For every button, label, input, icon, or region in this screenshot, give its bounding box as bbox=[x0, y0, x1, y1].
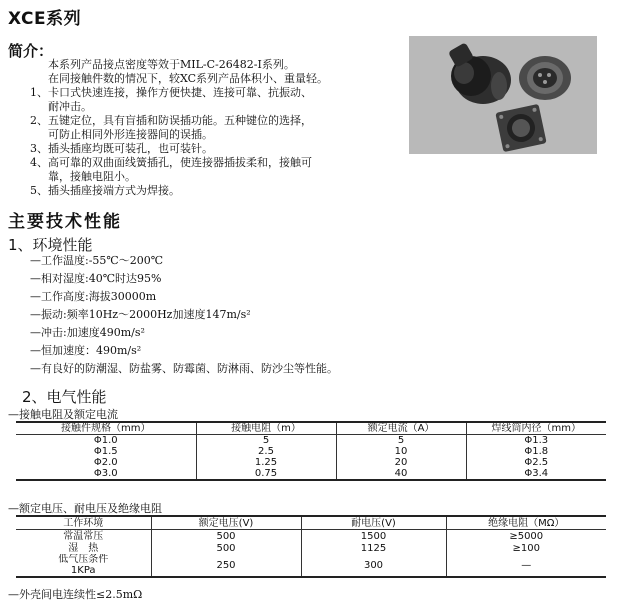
contact-table-heading: —接触电阻及额定电流 bbox=[8, 408, 118, 421]
feature-1-line: 1、卡口式快速连接，操作方便快捷、连接可靠、抗振动、 bbox=[30, 86, 312, 99]
feature-4-line: 4、高可靠的双曲面线簧插孔，使连接器插拔柔和，接触可 bbox=[30, 156, 312, 169]
feature-4-cont: 靠，接触电阻小。 bbox=[48, 170, 136, 183]
table-row bbox=[16, 457, 606, 468]
table-cell: ≥100 bbox=[446, 542, 606, 554]
column-header: 耐电压(V) bbox=[301, 516, 446, 530]
table-cell: 250 bbox=[151, 554, 301, 577]
table-cell: 常温常压 bbox=[16, 530, 151, 543]
table-cell: Φ2.0 bbox=[16, 457, 196, 468]
table-row bbox=[16, 435, 606, 447]
elec-heading: 2、电气性能 bbox=[22, 388, 107, 406]
feature-2-line: 2、五键定位，具有盲插和防误插功能。五种键位的选择， bbox=[30, 114, 312, 127]
column-header: 接触电阻（m） bbox=[196, 422, 336, 435]
spec-item: —冲击:加速度490m/s² bbox=[30, 326, 145, 339]
table-header-row bbox=[16, 422, 606, 435]
table-cell: 1500 bbox=[301, 530, 446, 543]
voltage-table-heading: —额定电压、耐电压及绝缘电阻 bbox=[8, 502, 162, 515]
table-cell: ≥5000 bbox=[446, 530, 606, 543]
shell-continuity-note: —外壳间电连续性≤2.5mΩ bbox=[8, 588, 143, 601]
column-header: 工作环境 bbox=[16, 516, 151, 530]
table-cell: 5 bbox=[336, 435, 466, 447]
spec-item: —工作温度:-55℃～200℃ bbox=[30, 254, 164, 267]
table-cell: 5 bbox=[196, 435, 336, 447]
table-cell: 1.25 bbox=[196, 457, 336, 468]
table-cell: 2.5 bbox=[196, 446, 336, 457]
feature-1-cont: 耐冲击。 bbox=[48, 100, 92, 113]
spec-item: —工作高度:海拔30000m bbox=[30, 290, 157, 303]
table-row bbox=[16, 446, 606, 457]
intro-line: 在同接触件数的情况下，较XC系列产品体积小、重量轻。 bbox=[48, 72, 329, 85]
feature-5-line: 5、插头插座接端方式为焊接。 bbox=[30, 184, 180, 197]
intro-heading: 简介： bbox=[8, 42, 54, 60]
column-header: 接触件规格（mm） bbox=[16, 422, 196, 435]
table-cell: Φ1.5 bbox=[16, 446, 196, 457]
table-cell: 低气压条件1KPa bbox=[16, 554, 151, 577]
feature-2-cont: 可防止相同外形连接器间的误插。 bbox=[48, 128, 213, 141]
table-cell: 300 bbox=[301, 554, 446, 577]
spec-item: —相对湿度:40℃时达95% bbox=[30, 272, 162, 285]
table-cell: 0.75 bbox=[196, 468, 336, 480]
table-cell: 10 bbox=[336, 446, 466, 457]
column-header: 焊线筒内径（mm） bbox=[466, 422, 606, 435]
table-cell: Φ3.4 bbox=[466, 468, 606, 480]
env-heading: 1、环境性能 bbox=[8, 236, 93, 254]
column-header: 绝缘电阻（MΩ） bbox=[446, 516, 606, 530]
table-cell: 500 bbox=[151, 542, 301, 554]
table-cell: 40 bbox=[336, 468, 466, 480]
tech-heading: 主要技术性能 bbox=[8, 212, 122, 232]
table-row bbox=[16, 468, 606, 480]
table-cell: Φ1.8 bbox=[466, 446, 606, 457]
table-row bbox=[16, 554, 606, 577]
voltage-insulation-table bbox=[16, 515, 606, 578]
table-row bbox=[16, 530, 606, 543]
table-row bbox=[16, 542, 606, 554]
table-cell: Φ1.3 bbox=[466, 435, 606, 447]
connector-image bbox=[409, 36, 597, 154]
column-header: 额定电流（A） bbox=[336, 422, 466, 435]
table-cell: 20 bbox=[336, 457, 466, 468]
spec-item: —有良好的防潮湿、防盐雾、防霉菌、防淋雨、防沙尘等性能。 bbox=[30, 362, 338, 375]
product-photo bbox=[409, 36, 597, 154]
table-cell: 1125 bbox=[301, 542, 446, 554]
table-cell: Φ3.0 bbox=[16, 468, 196, 480]
spec-item: —恒加速度：490m/s² bbox=[30, 344, 142, 357]
page-title: XCE系列 bbox=[8, 9, 82, 29]
table-cell: Φ2.5 bbox=[466, 457, 606, 468]
table-cell: 湿 热 bbox=[16, 542, 151, 554]
intro-line: 本系列产品接点密度等效于MIL-C-26482-Ⅰ系列。 bbox=[48, 58, 295, 71]
feature-3-line: 3、插头插座均既可装孔，也可装针。 bbox=[30, 142, 213, 155]
table-cell: Φ1.0 bbox=[16, 435, 196, 447]
contact-resistance-table bbox=[16, 421, 606, 481]
column-header: 额定电压(V) bbox=[151, 516, 301, 530]
spec-item: —振动:频率10Hz～2000Hz加速度147m/s² bbox=[30, 308, 251, 321]
table-header-row bbox=[16, 516, 606, 530]
table-cell: 500 bbox=[151, 530, 301, 543]
table-cell: — bbox=[446, 554, 606, 577]
